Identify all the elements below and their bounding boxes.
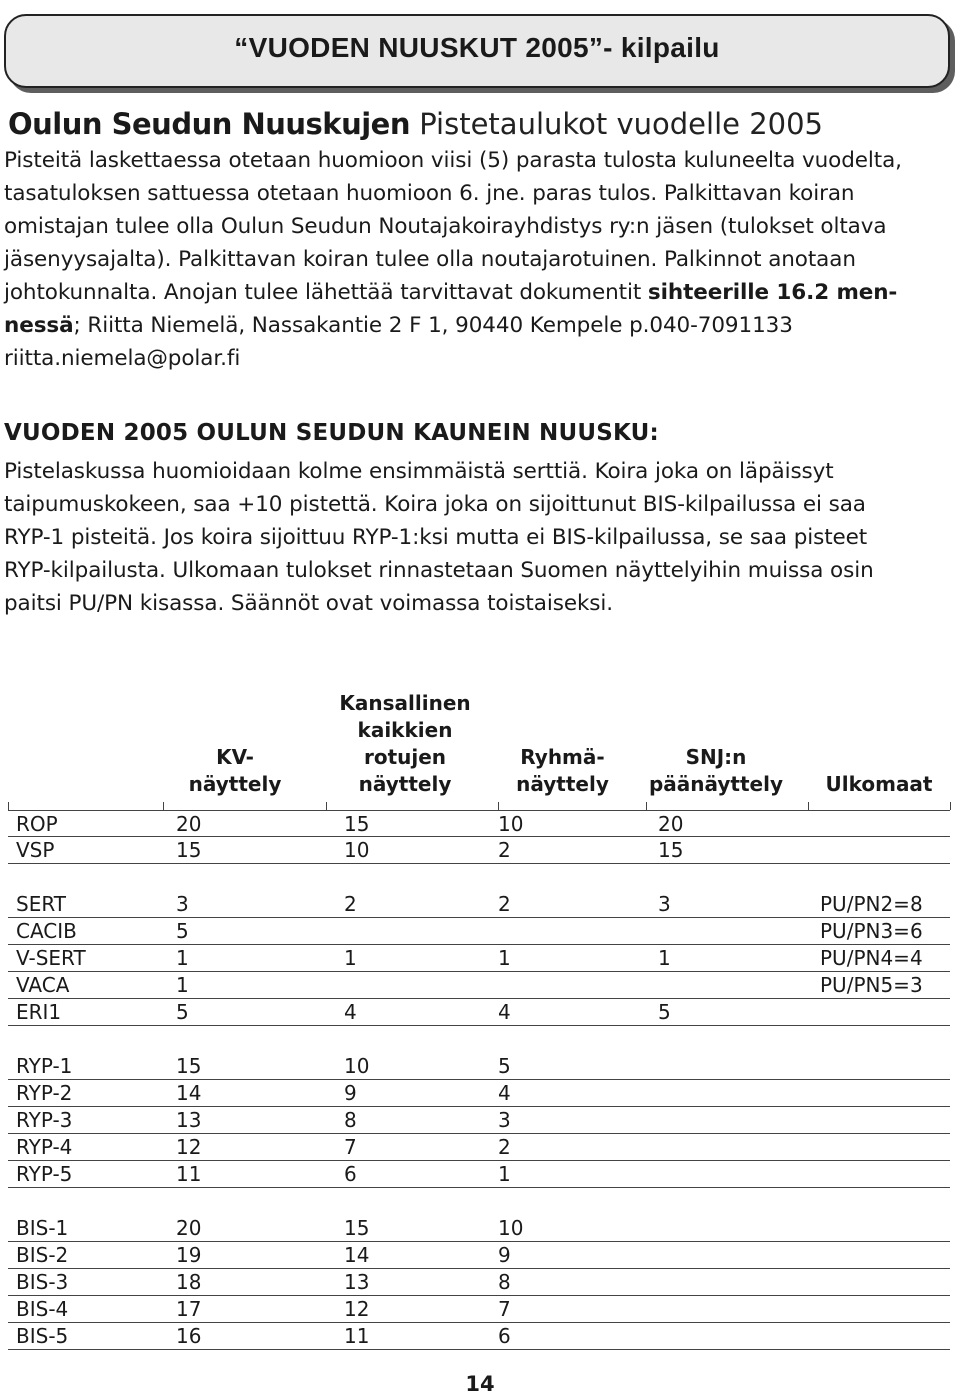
table-cell: 6 xyxy=(344,1162,357,1186)
rules-line: RYP-1 pisteitä. Jos koira sijoittuu RYP-1:ksi mutta ei BIS-kilpailussa, se saa pisteet xyxy=(4,525,868,550)
table-cell: 15 xyxy=(658,838,684,862)
column-header-ulkomaat xyxy=(808,771,950,798)
intro-line: Pisteitä laskettaessa otetaan huomioon viisi (5) parasta tulosta kuluneelta vuodelta, xyxy=(4,148,902,173)
contact-email: riitta.niemela@polar.fi xyxy=(4,346,241,371)
table-cell: 7 xyxy=(344,1135,357,1159)
row-label: RYP-1 xyxy=(16,1054,73,1078)
table-cell: 17 xyxy=(176,1297,202,1321)
table-cell: 1 xyxy=(658,946,671,970)
rules-paragraph xyxy=(4,455,950,620)
table-cell: 14 xyxy=(176,1081,202,1105)
table-row xyxy=(8,1053,950,1080)
table-row xyxy=(8,891,950,918)
intro-line xyxy=(4,309,950,342)
table-row xyxy=(8,945,950,972)
table-cell: 1 xyxy=(176,973,189,997)
table-cell: 5 xyxy=(658,1000,671,1024)
table-cell: 1 xyxy=(176,946,189,970)
title-banner xyxy=(4,14,950,88)
column-header-kv xyxy=(160,744,310,798)
table-cell: 4 xyxy=(498,1081,511,1105)
intro-line xyxy=(4,276,950,309)
table-cell: 2 xyxy=(344,892,357,916)
column-divider xyxy=(326,802,327,810)
intro-paragraph xyxy=(4,144,950,375)
page-number: 14 xyxy=(465,1372,495,1396)
table-cell: PU/PN3=6 xyxy=(820,919,923,943)
intro-line: tasatuloksen sattuessa otetaan huomioon 6. jne. paras tulos. Palkittavan koiran xyxy=(4,181,855,206)
intro-text: johtokunnalta. Anojan tulee lähettää tarvittavat dokumentit xyxy=(4,280,648,305)
table-row xyxy=(8,1161,950,1188)
table-cell: 15 xyxy=(344,812,370,836)
table-cell: 11 xyxy=(176,1162,202,1186)
table-cell: 18 xyxy=(176,1270,202,1294)
row-label: BIS-5 xyxy=(16,1324,69,1348)
table-row xyxy=(8,999,950,1026)
rules-line: paitsi PU/PN kisassa. Säännöt ovat voimassa toistaiseksi. xyxy=(4,591,614,616)
table-cell: 15 xyxy=(176,838,202,862)
table-cell: 2 xyxy=(498,1135,511,1159)
table-cell: 20 xyxy=(176,812,202,836)
intro-emphasis: nessä xyxy=(4,313,74,338)
column-header-ryhma xyxy=(495,744,630,798)
table-cell: 4 xyxy=(498,1000,511,1024)
column-divider xyxy=(498,802,499,810)
table-cell: 1 xyxy=(498,946,511,970)
table-cell: 20 xyxy=(176,1216,202,1240)
intro-line: omistajan tulee olla Oulun Seudun Noutajakoirayhdistys ry:n jäsen (tulokset oltava xyxy=(4,214,887,239)
table-cell: 8 xyxy=(498,1270,511,1294)
table-cell: 3 xyxy=(658,892,671,916)
table-cell: PU/PN4=4 xyxy=(820,946,923,970)
header-line: näyttely xyxy=(358,772,452,796)
header-line: näyttely xyxy=(188,772,282,796)
table-row xyxy=(8,1242,950,1269)
header-line: rotujen xyxy=(363,745,447,769)
table-cell: 20 xyxy=(658,812,684,836)
table-row xyxy=(8,837,950,864)
row-label: RYP-2 xyxy=(16,1081,73,1105)
column-divider xyxy=(808,802,809,810)
table-cell: 12 xyxy=(176,1135,202,1159)
table-row xyxy=(8,810,950,837)
rules-line: Pistelaskussa huomioidaan kolme ensimmäistä serttiä. Koira joka on läpäissyt xyxy=(4,459,834,484)
table-row xyxy=(8,1107,950,1134)
table-cell: 2 xyxy=(498,892,511,916)
table-cell: 5 xyxy=(498,1054,511,1078)
column-divider xyxy=(646,802,647,810)
table-cell: 2 xyxy=(498,838,511,862)
intro-emphasis: sihteerille 16.2 men- xyxy=(647,280,898,305)
table-cell: 12 xyxy=(344,1297,370,1321)
row-label: BIS-2 xyxy=(16,1243,69,1267)
row-label: SERT xyxy=(16,892,66,916)
header-line: kaikkien xyxy=(357,718,453,742)
intro-line: jäsenyysajalta). Palkittavan koiran tulee olla noutajarotuinen. Palkinnot anotaan xyxy=(4,247,856,272)
table-cell: 14 xyxy=(344,1243,370,1267)
column-divider xyxy=(163,802,164,810)
table-row xyxy=(8,1134,950,1161)
table-cell: PU/PN5=3 xyxy=(820,973,923,997)
table-cell: 9 xyxy=(498,1243,511,1267)
header-line: Kansallinen xyxy=(339,691,471,715)
table-cell: 8 xyxy=(344,1108,357,1132)
row-label: RYP-4 xyxy=(16,1135,73,1159)
banner-title: “VUODEN NUUSKUT 2005”- kilpailu xyxy=(234,32,720,63)
table-cell: 4 xyxy=(344,1000,357,1024)
row-label: RYP-5 xyxy=(16,1162,73,1186)
table-cell: 10 xyxy=(344,1054,370,1078)
header-line: Ryhmä- xyxy=(520,745,605,769)
table-cell: 5 xyxy=(176,1000,189,1024)
table-cell: 19 xyxy=(176,1243,202,1267)
table-cell: 1 xyxy=(498,1162,511,1186)
table-cell: 10 xyxy=(498,812,524,836)
column-divider xyxy=(950,802,951,810)
row-label: VSP xyxy=(16,838,55,862)
row-label: VACA xyxy=(16,973,70,997)
table-cell: 7 xyxy=(498,1297,511,1321)
heading-bold: Oulun Seudun Nuuskujen xyxy=(8,107,410,141)
table-cell: PU/PN2=8 xyxy=(820,892,923,916)
rules-line: RYP-kilpailusta. Ulkomaan tulokset rinnastetaan Suomen näyttelyihin muissa osin xyxy=(4,558,874,583)
page-heading xyxy=(8,104,823,144)
column-divider xyxy=(8,802,9,810)
column-header-kansallinen xyxy=(320,690,490,798)
column-header-snj xyxy=(640,744,792,798)
table-cell: 13 xyxy=(344,1270,370,1294)
table-row xyxy=(8,1215,950,1242)
row-label: ROP xyxy=(16,812,58,836)
table-cell: 5 xyxy=(176,919,189,943)
table-cell: 10 xyxy=(344,838,370,862)
heading-light: Pistetaulukot vuodelle 2005 xyxy=(419,107,823,141)
table-cell: 15 xyxy=(176,1054,202,1078)
table-cell: 1 xyxy=(344,946,357,970)
contact-details: ; Riitta Niemelä, Nassakantie 2 F 1, 90440 Kempele p.040-7091133 xyxy=(73,313,793,338)
table-cell: 6 xyxy=(498,1324,511,1348)
table-cell: 3 xyxy=(176,892,189,916)
section-title: VUODEN 2005 OULUN SEUDUN KAUNEIN NUUSKU: xyxy=(4,420,659,446)
table-row xyxy=(8,1080,950,1107)
row-label: BIS-4 xyxy=(16,1297,69,1321)
row-label: BIS-3 xyxy=(16,1270,69,1294)
header-line: SNJ:n xyxy=(685,745,747,769)
table-cell: 10 xyxy=(498,1216,524,1240)
rules-line: taipumuskokeen, saa +10 pistettä. Koira joka on sijoittunut BIS-kilpailussa ei saa xyxy=(4,492,866,517)
row-label: RYP-3 xyxy=(16,1108,73,1132)
header-line: KV- xyxy=(216,745,254,769)
row-label: V-SERT xyxy=(16,946,86,970)
header-line: näyttely xyxy=(516,772,609,796)
table-cell: 16 xyxy=(176,1324,202,1348)
table-cell: 13 xyxy=(176,1108,202,1132)
table-row xyxy=(8,1296,950,1323)
header-line: Ulkomaat xyxy=(825,772,933,796)
row-label: CACIB xyxy=(16,919,77,943)
table-cell: 3 xyxy=(498,1108,511,1132)
row-label: BIS-1 xyxy=(16,1216,69,1240)
table-row xyxy=(8,918,950,945)
table-row xyxy=(8,1323,950,1350)
table-cell: 15 xyxy=(344,1216,370,1240)
header-line: päänäyttely xyxy=(648,772,784,796)
table-cell: 11 xyxy=(344,1324,370,1348)
table-row xyxy=(8,1269,950,1296)
row-label: ERI1 xyxy=(16,1000,62,1024)
table-row xyxy=(8,972,950,999)
table-cell: 9 xyxy=(344,1081,357,1105)
